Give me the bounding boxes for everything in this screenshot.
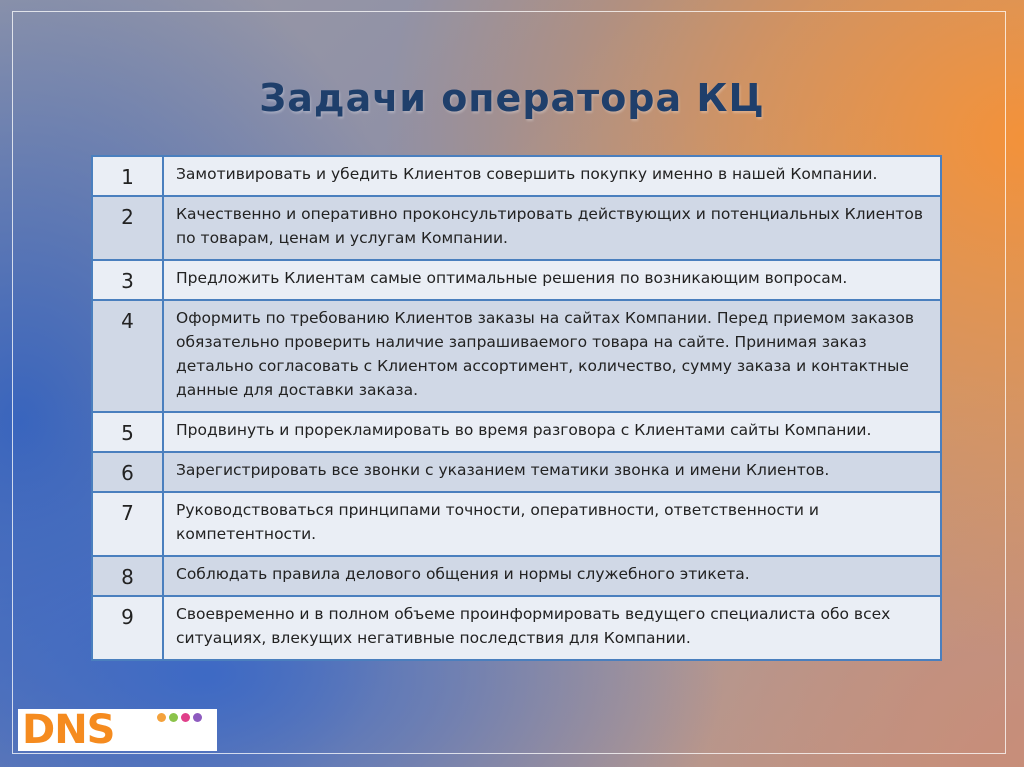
table-row [92,300,941,412]
row-text: Соблюдать правила делового общения и нормы служебного этикета. [163,556,941,596]
table-row [92,412,941,452]
table-row [92,492,941,556]
row-text: Замотивировать и убедить Клиентов совершить покупку именно в нашей Компании. [163,156,941,196]
dns-logo [18,709,217,751]
row-number: 7 [92,492,163,556]
logo-dot [193,713,202,722]
row-text: Своевременно и в полном объеме проинформировать ведущего специалиста обо всех ситуациях, влекущих негативные последствия для Компании. [163,596,941,660]
row-text: Продвинуть и прорекламировать во время разговора с Клиентами сайты Компании. [163,412,941,452]
row-number: 1 [92,156,163,196]
row-text: Предложить Клиентам самые оптимальные решения по возникающим вопросам. [163,260,941,300]
row-text: Руководствоваться принципами точности, оперативности, ответственности и компетентности. [163,492,941,556]
row-number: 6 [92,452,163,492]
slide-title: Задачи оператора КЦ [259,76,765,120]
dns-logo-text: DNS [22,707,115,753]
table-row [92,556,941,596]
row-text: Зарегистрировать все звонки с указанием тематики звонка и имени Клиентов. [163,452,941,492]
row-number: 4 [92,300,163,412]
row-number: 3 [92,260,163,300]
logo-dot [169,713,178,722]
tasks-table [91,155,942,661]
logo-dot [157,713,166,722]
logo-dots [157,713,202,722]
row-text: Оформить по требованию Клиентов заказы на сайтах Компании. Перед приемом заказов обязательно проверить наличие запрашиваемого товара на сайте. Принимая заказ детально согласовать с Клиентом ассортимент, количество, сумму заказа и контактные данные для доставки заказа. [163,300,941,412]
row-number: 9 [92,596,163,660]
table-row [92,260,941,300]
row-number: 8 [92,556,163,596]
table-row [92,452,941,492]
row-number: 2 [92,196,163,260]
table-row [92,196,941,260]
table-row [92,596,941,660]
logo-dot [181,713,190,722]
row-number: 5 [92,412,163,452]
row-text: Качественно и оперативно проконсультировать действующих и потенциальных Клиентов по товарам, ценам и услугам Компании. [163,196,941,260]
table-row [92,156,941,196]
